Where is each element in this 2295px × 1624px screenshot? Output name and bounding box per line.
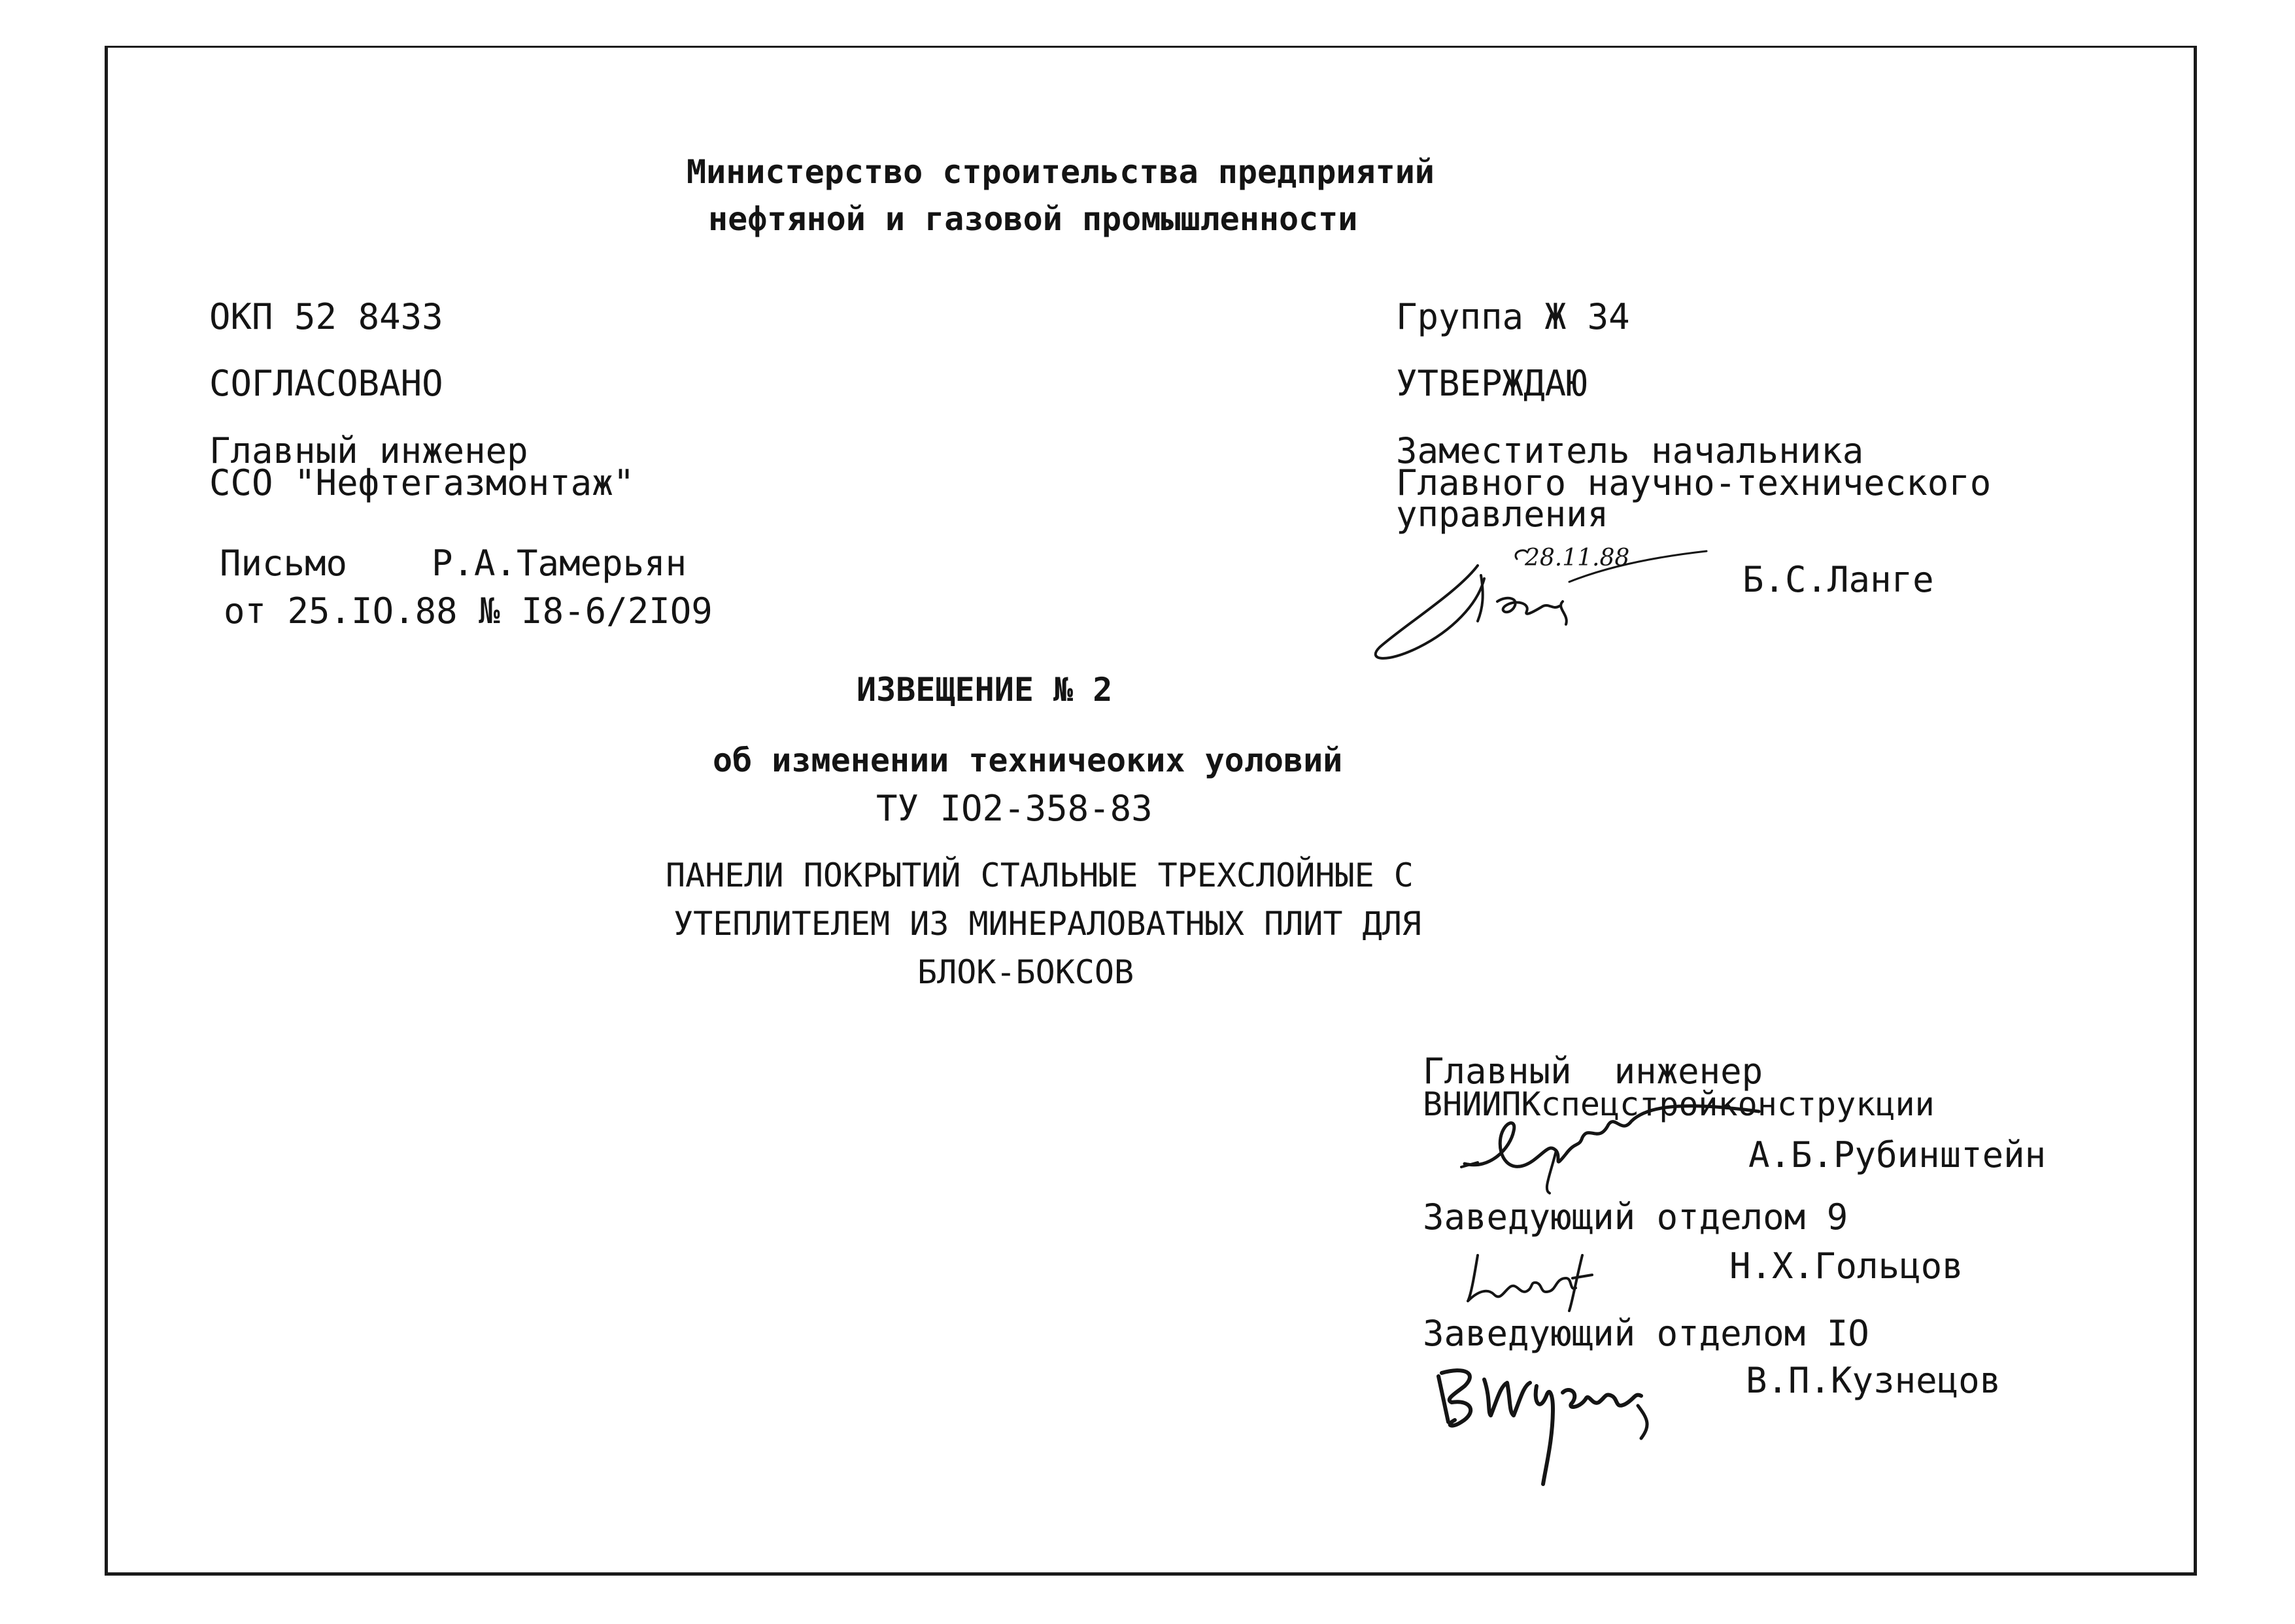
notice-subject: об изменении техничеоких уоловий: [713, 741, 1343, 779]
approver-position-line-3: управления: [1396, 494, 1609, 535]
chief-engineer-name: А.Б.Рубинштейн: [1748, 1134, 2047, 1176]
notice-tu-number: ТУ IO2-358-83: [876, 788, 1153, 829]
okp-code: ОКП 52 8433: [209, 296, 443, 337]
approver-name: Б.С.Ланге: [1742, 559, 1934, 600]
approve-stamp: УТВЕРЖДАЮ: [1396, 363, 1588, 404]
letter-reference: от 25.IO.88 № I8-6/2IO9: [224, 590, 713, 632]
chief-engineer-organization: ВНИИПКспецстройконструкции: [1423, 1085, 1935, 1123]
approver-position-line-2: Главного научно-технического: [1396, 462, 1992, 503]
approver-signature: [1367, 533, 1733, 683]
dept10-head-title: Заведующий отделом IO: [1423, 1313, 1869, 1354]
approver-signature-date: 28.11.88: [1525, 545, 1630, 571]
notice-title: ИЗВЕЩЕНИЕ № 2: [857, 671, 1113, 709]
dept10-signature: [1425, 1347, 1739, 1497]
group-code: Группа Ж 34: [1396, 296, 1630, 337]
approver-position-line-1: Заместитель начальника: [1396, 430, 1864, 471]
agreed-stamp: СОГЛАСОВАНО: [209, 363, 443, 404]
ministry-line-1: Министерство строительства предприятий: [687, 153, 1435, 191]
product-title-line-3: БЛОК-БОКСОВ: [917, 953, 1134, 991]
chief-engineer-title: Главный инженер: [1423, 1051, 1763, 1092]
dept9-head-name: Н.Х.Гольцов: [1729, 1245, 1964, 1287]
dept9-head-title: Заведующий отделом 9: [1423, 1196, 1848, 1238]
product-title-line-1: ПАНЕЛИ ПОКРЫТИЙ СТАЛЬНЫЕ ТРЕХСЛОЙНЫЕ С: [666, 856, 1414, 894]
letter-signer: Р.А.Тамерьян: [432, 543, 687, 584]
dept9-signature: [1458, 1229, 1693, 1321]
ministry-line-2: нефтяной и газовой промышленности: [708, 200, 1358, 238]
product-title-line-2: УТЕПЛИТЕЛЕМ ИЗ МИНЕРАЛОВАТНЫХ ПЛИТ ДЛЯ: [673, 905, 1421, 943]
dept10-head-name: В.П.Кузнецов: [1746, 1360, 2001, 1401]
agreed-position-line-2: ССО "Нефтегазмонтаж": [209, 462, 635, 503]
agreed-position-line-1: Главный инженер: [209, 430, 528, 471]
letter-label: Письмо: [220, 543, 348, 584]
